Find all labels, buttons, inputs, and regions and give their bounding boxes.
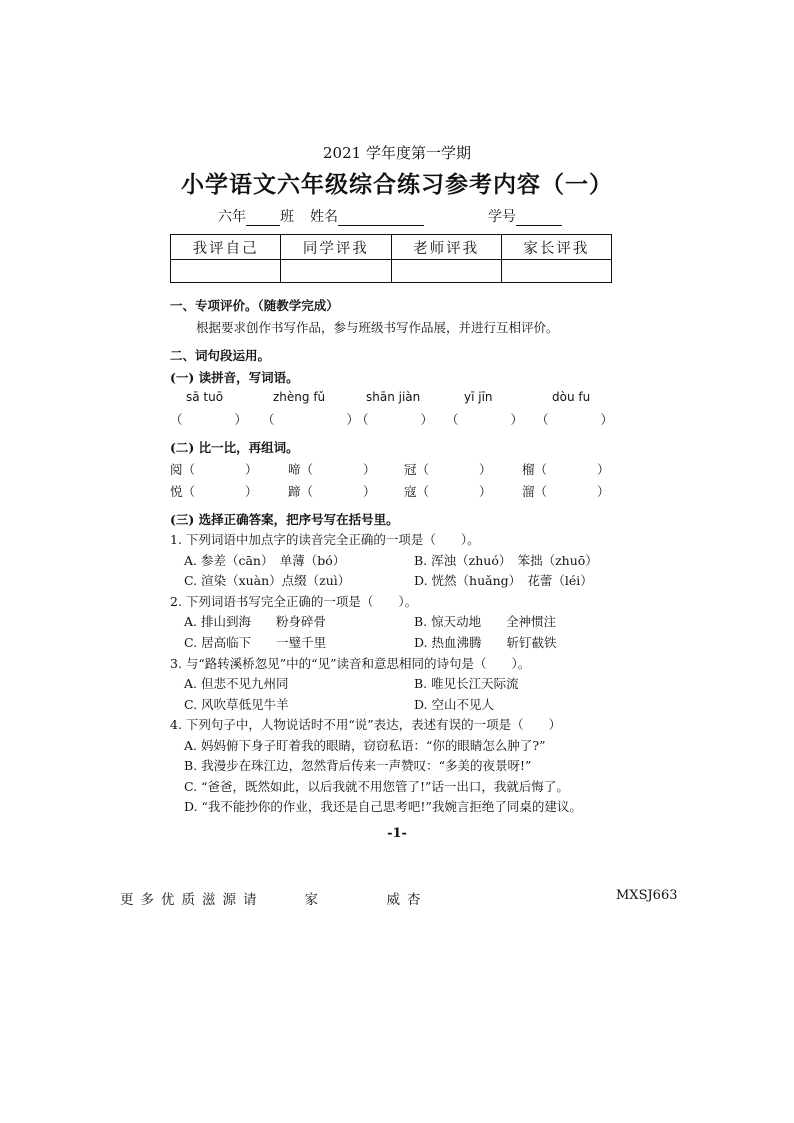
pinyin-answer-2[interactable]: （ ）	[262, 412, 360, 427]
pinyin-5: dòu fu	[552, 390, 591, 404]
q2-stem: 2. 下列词语书写完全正确的一项是（ ）。	[170, 594, 418, 609]
part2-heading: (二) 比一比，再组词。	[170, 440, 299, 455]
pinyin-answer-5[interactable]: （ ）	[536, 412, 614, 427]
footer-code: MXSJ663	[616, 888, 678, 903]
section1-text: 根据要求创作书写作品，参与班级书写作品展，并进行互相评价。	[196, 320, 559, 335]
q3-option-b[interactable]: B. 唯见长江天际流	[414, 676, 519, 691]
q4-stem: 4. 下列句子中，人物说话时不用“说”表达，表述有误的一项是（ ）	[170, 717, 562, 732]
pinyin-answer-4[interactable]: （ ）	[446, 412, 524, 427]
section2-heading: 二、词句段运用。	[170, 348, 271, 363]
evaluation-table	[170, 234, 612, 283]
compare-item[interactable]: 溜（ ）	[522, 484, 610, 499]
q2-option-a[interactable]: A. 排山到海 粉身碎骨	[184, 614, 326, 629]
eval-self-cell[interactable]	[171, 260, 281, 283]
student-id-field	[488, 206, 562, 226]
page-number: -1-	[387, 826, 407, 841]
q1-option-d[interactable]: D. 恍然（huǎng） 花蕾（léi）	[414, 573, 593, 588]
semester-title: 2021 学年度第一学期	[323, 144, 471, 162]
grade-field	[218, 206, 294, 226]
pinyin-answer-3[interactable]: （ ）	[356, 412, 434, 427]
pinyin-4: yī jīn	[464, 390, 493, 404]
name-label: 姓名	[310, 209, 338, 225]
q1-option-b[interactable]: B. 浑浊（zhuó） 笨拙（zhuō）	[414, 553, 598, 568]
name-field	[310, 206, 424, 226]
eval-teacher-header: 老师评我	[391, 235, 501, 260]
student-id-label: 学号	[488, 209, 516, 225]
compare-item[interactable]: 冠（ ）	[404, 462, 492, 477]
q2-option-c[interactable]: C. 居高临下 一璧千里	[184, 635, 327, 650]
document-title: 小学语文六年级综合练习参考内容（一）	[181, 171, 613, 198]
pinyin-answer-1[interactable]: （ ）	[170, 412, 248, 427]
pinyin-2: zhèng fǔ	[273, 390, 326, 404]
compare-item[interactable]: 悦（ ）	[170, 484, 258, 499]
q4-option-b[interactable]: B. 我漫步在珠江边，忽然背后传来一声赞叹：“多美的夜景呀!”	[184, 758, 532, 773]
class-label: 班	[280, 209, 294, 225]
footer-text: 更多优质滋源请 家 威杏	[120, 892, 428, 908]
eval-classmate-cell[interactable]	[281, 260, 391, 283]
q2-option-d[interactable]: D. 热血沸腾 斩钉截铁	[414, 635, 557, 650]
q2-option-b[interactable]: B. 惊天动地 全神惯注	[414, 614, 557, 629]
q3-stem: 3. 与“路转溪桥忽见”中的“见”读音和意思相同的诗句是（ ）。	[170, 656, 531, 671]
name-blank[interactable]	[338, 211, 424, 226]
q1-option-a[interactable]: A. 参差（cān） 单薄（bó）	[184, 553, 346, 568]
pinyin-3: shān jiàn	[366, 390, 421, 404]
section1-heading: 一、专项评价。（随教学完成）	[170, 298, 339, 313]
pinyin-1: sā tuō	[186, 390, 224, 404]
part3-heading: (三) 选择正确答案，把序号写在括号里。	[170, 512, 399, 527]
part1-heading: (一) 读拼音，写词语。	[170, 370, 299, 385]
eval-classmate-header: 同学评我	[281, 235, 391, 260]
q4-option-a[interactable]: A. 妈妈俯下身子盯着我的眼睛，窃窃私语：“你的眼睛怎么肿了?”	[184, 738, 546, 753]
q1-stem: 1. 下列词语中加点字的读音完全正确的一项是（ ）。	[170, 532, 480, 547]
compare-item[interactable]: 阅（ ）	[170, 462, 258, 477]
student-id-blank[interactable]	[516, 211, 562, 226]
q3-option-a[interactable]: A. 但悲不见九州同	[184, 676, 289, 691]
q4-option-d[interactable]: D. “我不能抄你的作业，我还是自己思考吧!”我婉言拒绝了同桌的建议。	[184, 799, 582, 814]
q4-option-c[interactable]: C. “爸爸，既然如此，以后我就不用您管了!”话一出口，我就后悔了。	[184, 779, 569, 794]
compare-item[interactable]: 榴（ ）	[522, 462, 610, 477]
q1-option-c[interactable]: C. 渲染（xuàn）点缀（zuì）	[184, 573, 351, 588]
compare-item[interactable]: 啼（ ）	[288, 462, 376, 477]
compare-item[interactable]: 寇（ ）	[404, 484, 492, 499]
eval-self-header: 我评自己	[171, 235, 281, 260]
eval-teacher-cell[interactable]	[391, 260, 501, 283]
q3-option-d[interactable]: D. 空山不见人	[414, 697, 495, 712]
compare-item[interactable]: 蹄（ ）	[288, 484, 376, 499]
eval-parent-header: 家长评我	[501, 235, 611, 260]
eval-parent-cell[interactable]	[501, 260, 611, 283]
grade-label: 六年	[218, 209, 246, 225]
q3-option-c[interactable]: C. 风吹草低见牛羊	[184, 697, 289, 712]
class-blank[interactable]	[246, 211, 280, 226]
